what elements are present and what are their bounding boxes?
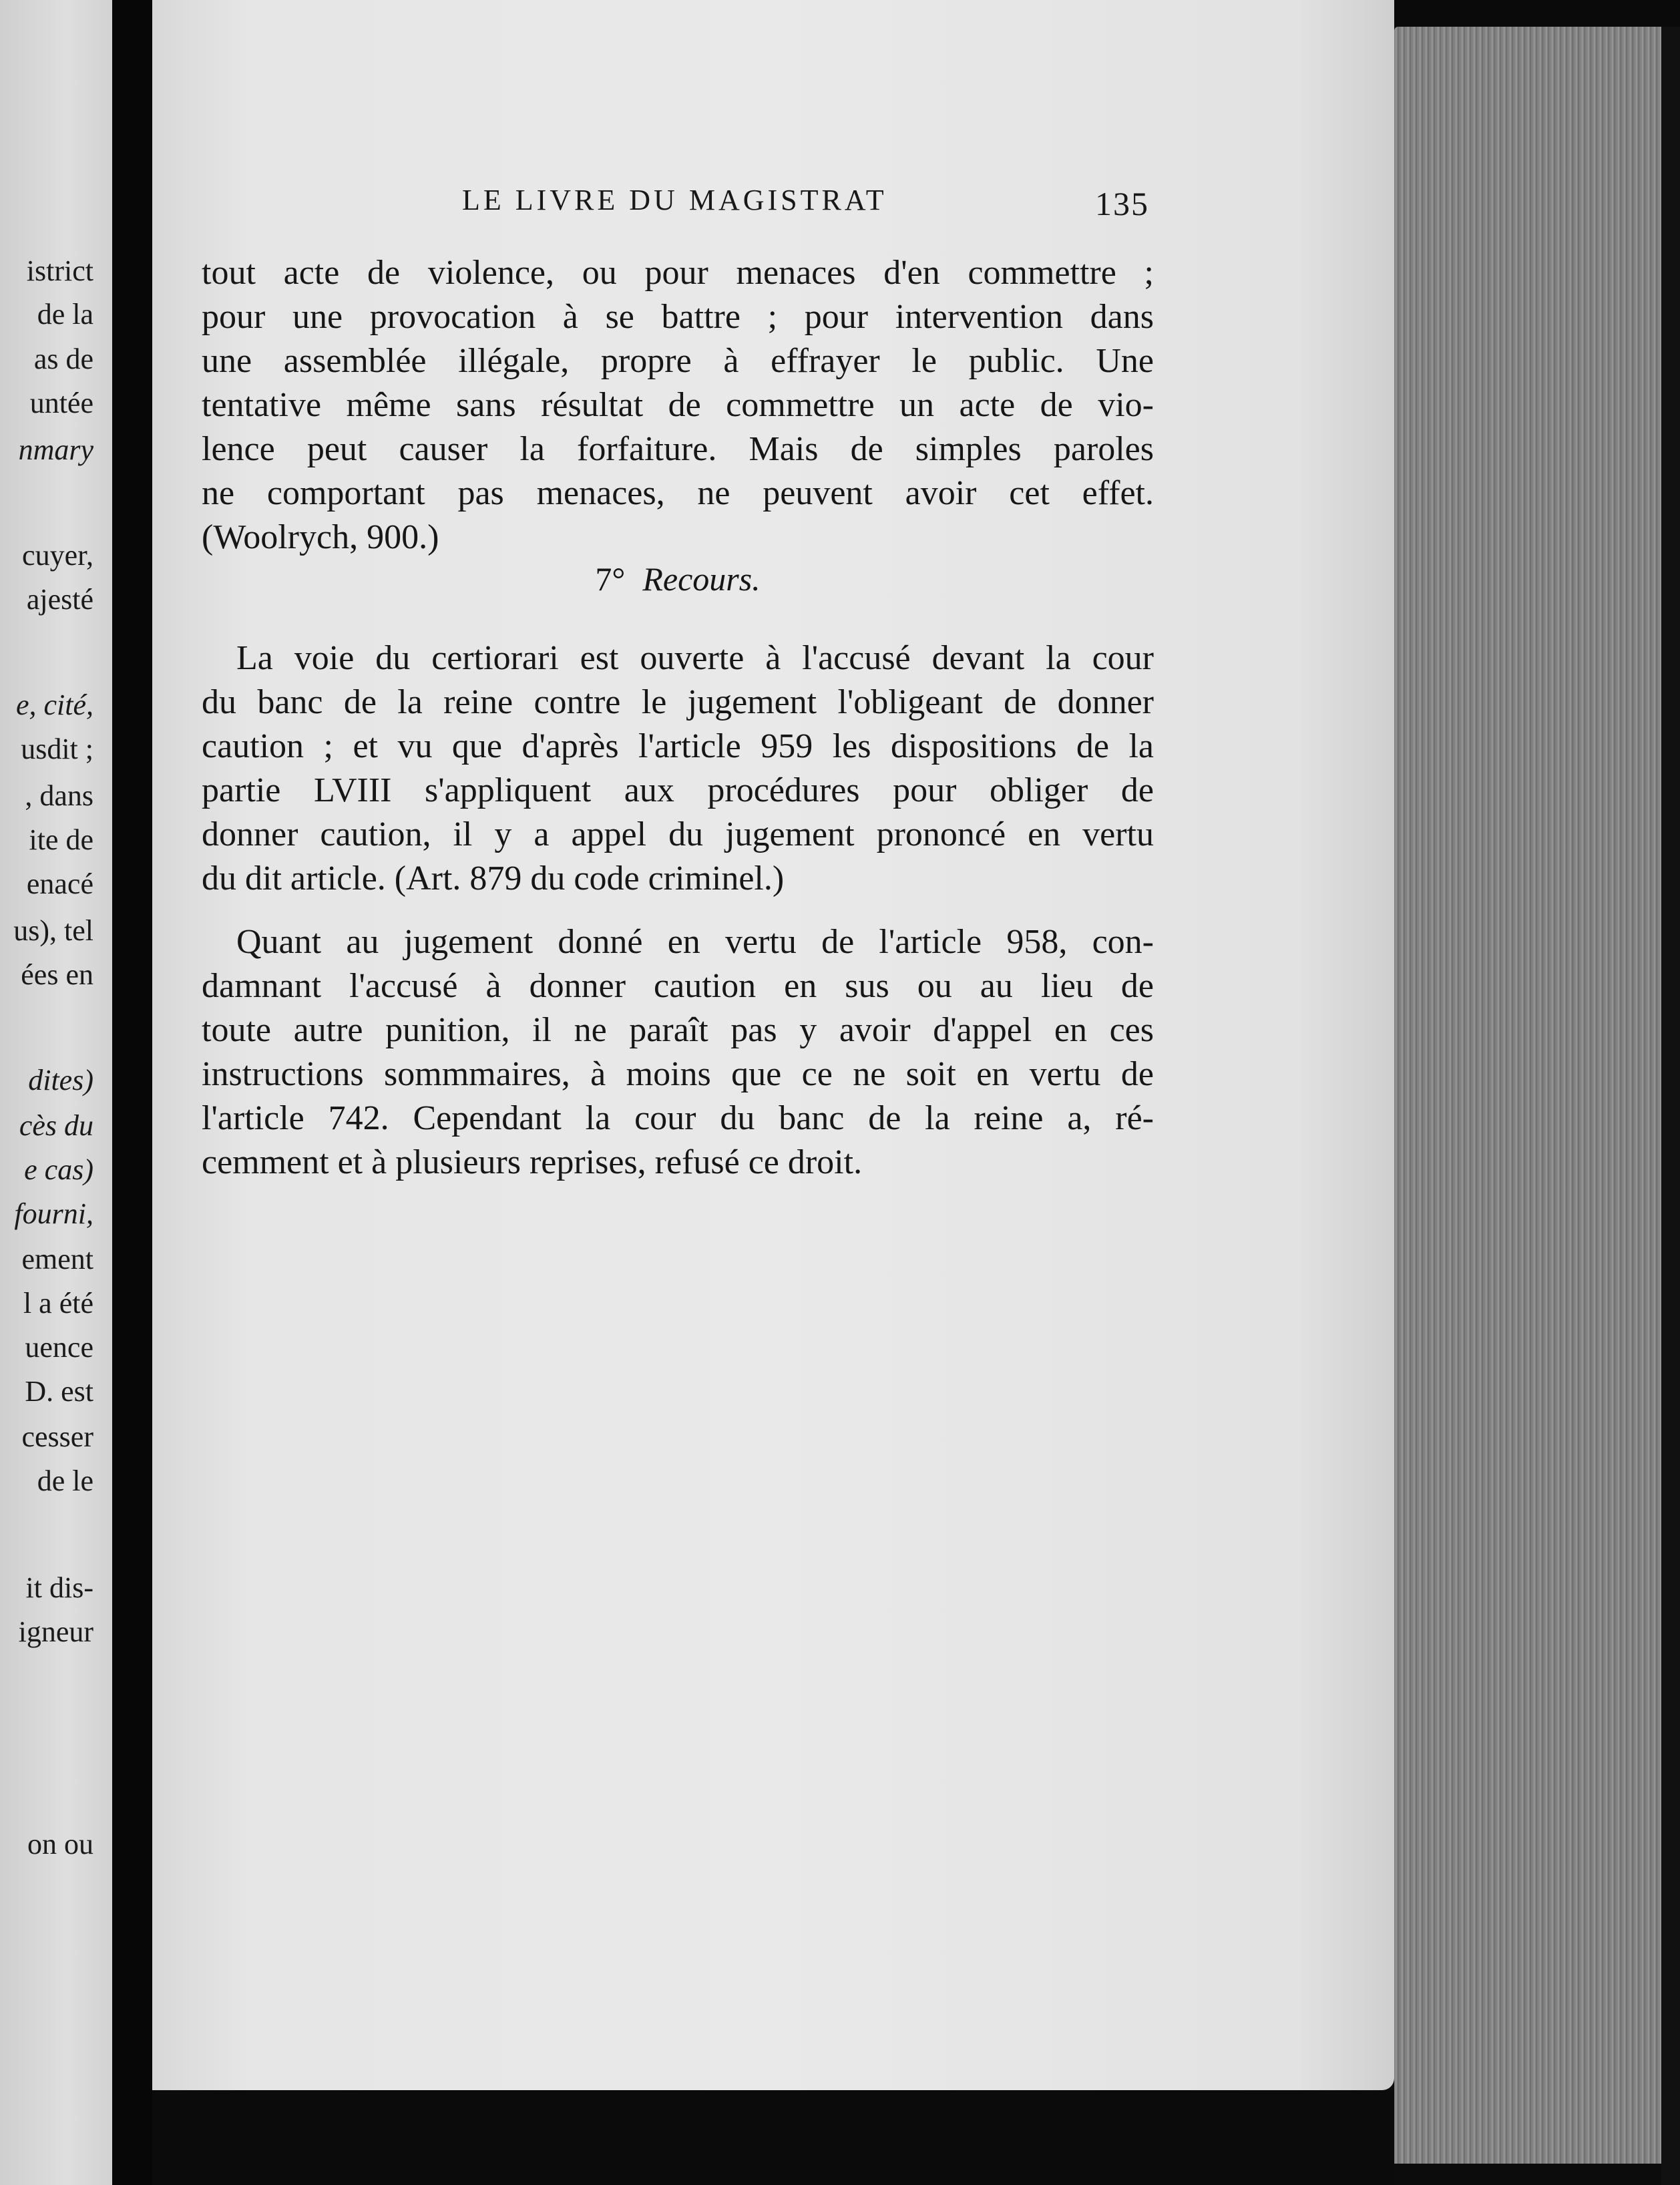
left-page-line: enacé bbox=[26, 867, 93, 900]
running-title: LE LIVRE DU MAGISTRAT bbox=[462, 184, 887, 216]
section-heading bbox=[202, 560, 1154, 598]
text-line: une assemblée illégale, propre à effrayer le public. Une bbox=[202, 342, 1154, 380]
left-page-line: dites) bbox=[28, 1064, 93, 1097]
left-page-line: usdit ; bbox=[21, 733, 93, 765]
paragraph-2 bbox=[202, 636, 1154, 901]
scan-border-top bbox=[1394, 0, 1680, 27]
text-line: instructions sommmaires, à moins que ce ne soit en vertu de bbox=[202, 1055, 1154, 1093]
left-page-line: ées en bbox=[21, 958, 93, 991]
left-page-line: ite de bbox=[29, 823, 93, 856]
left-page-line: uence bbox=[25, 1331, 93, 1364]
text-line: Quant au jugement donné en vertu de l'article 958, con- bbox=[236, 923, 1154, 961]
text-line: ne comportant pas menaces, ne peuvent avoir cet effet. bbox=[202, 474, 1154, 512]
left-page-line: us), tel bbox=[13, 914, 93, 947]
left-page-line: cesser bbox=[21, 1420, 93, 1453]
text-line: caution ; et vu que d'après l'article 959 les dispositions de la bbox=[202, 727, 1154, 765]
left-page-line: de le bbox=[37, 1464, 93, 1497]
text-line: cemment et à plusieurs reprises, refusé ce droit. bbox=[202, 1143, 863, 1181]
text-line: du banc de la reine contre le jugement l'obligeant de donner bbox=[202, 683, 1154, 721]
text-line: La voie du certiorari est ouverte à l'accusé devant la cour bbox=[236, 639, 1154, 677]
left-page-line: e cas) bbox=[24, 1153, 93, 1186]
left-page-line: l a été bbox=[23, 1287, 93, 1320]
left-page-line: as de bbox=[33, 343, 93, 375]
text-line: pour une provocation à se battre ; pour intervention dans bbox=[202, 298, 1154, 336]
book-spine bbox=[112, 0, 152, 2185]
scan-border-right bbox=[1661, 27, 1680, 2185]
left-page-line: igneur bbox=[18, 1615, 93, 1648]
scan-border-bottom bbox=[152, 2090, 1394, 2185]
left-page-line: on ou bbox=[27, 1828, 93, 1860]
left-page-fragment bbox=[0, 0, 112, 2185]
left-page-line: cuyer, bbox=[22, 539, 93, 572]
left-page-line: de la bbox=[37, 298, 93, 331]
section-title: Recours. bbox=[642, 560, 761, 598]
left-page-line: D. est bbox=[25, 1375, 93, 1408]
section-number: 7° bbox=[595, 560, 626, 598]
left-page-line: it dis- bbox=[25, 1571, 93, 1604]
left-page-line: istrict bbox=[26, 254, 93, 287]
text-line: damnant l'accusé à donner caution en sus ou au lieu de bbox=[202, 967, 1154, 1005]
left-page-line: ement bbox=[21, 1243, 93, 1275]
text-line: toute autre punition, il ne paraît pas y avoir d'appel en ces bbox=[202, 1011, 1154, 1049]
text-line: tentative même sans résultat de commettre un acte de vio- bbox=[202, 386, 1154, 424]
left-page-line: untée bbox=[29, 387, 93, 419]
text-line: donner caution, il y a appel du jugement prononcé en vertu bbox=[202, 815, 1154, 853]
text-line: (Woolrych, 900.) bbox=[202, 518, 439, 556]
left-page-line: nmary bbox=[18, 433, 93, 466]
left-page-line: fourni, bbox=[14, 1197, 93, 1230]
page-edges bbox=[1394, 27, 1661, 2164]
paragraph-1 bbox=[202, 251, 1154, 560]
text-line: l'article 742. Cependant la cour du banc de la reine a, ré- bbox=[202, 1099, 1154, 1137]
text-line: lence peut causer la forfaiture. Mais de simples paroles bbox=[202, 430, 1154, 468]
text-line: partie LVIII s'appliquent aux procédures pour obliger de bbox=[202, 771, 1154, 809]
left-page-line: e, cité, bbox=[15, 688, 93, 721]
left-page-line: ajesté bbox=[26, 583, 93, 616]
page-number: 135 bbox=[1095, 185, 1149, 222]
left-page-line: , dans bbox=[25, 779, 93, 812]
text-line: tout acte de violence, ou pour menaces d'en commettre ; bbox=[202, 254, 1154, 292]
left-page-line: cès du bbox=[19, 1109, 93, 1142]
paragraph-3 bbox=[202, 920, 1154, 1185]
text-line: du dit article. (Art. 879 du code criminel.) bbox=[202, 859, 785, 898]
